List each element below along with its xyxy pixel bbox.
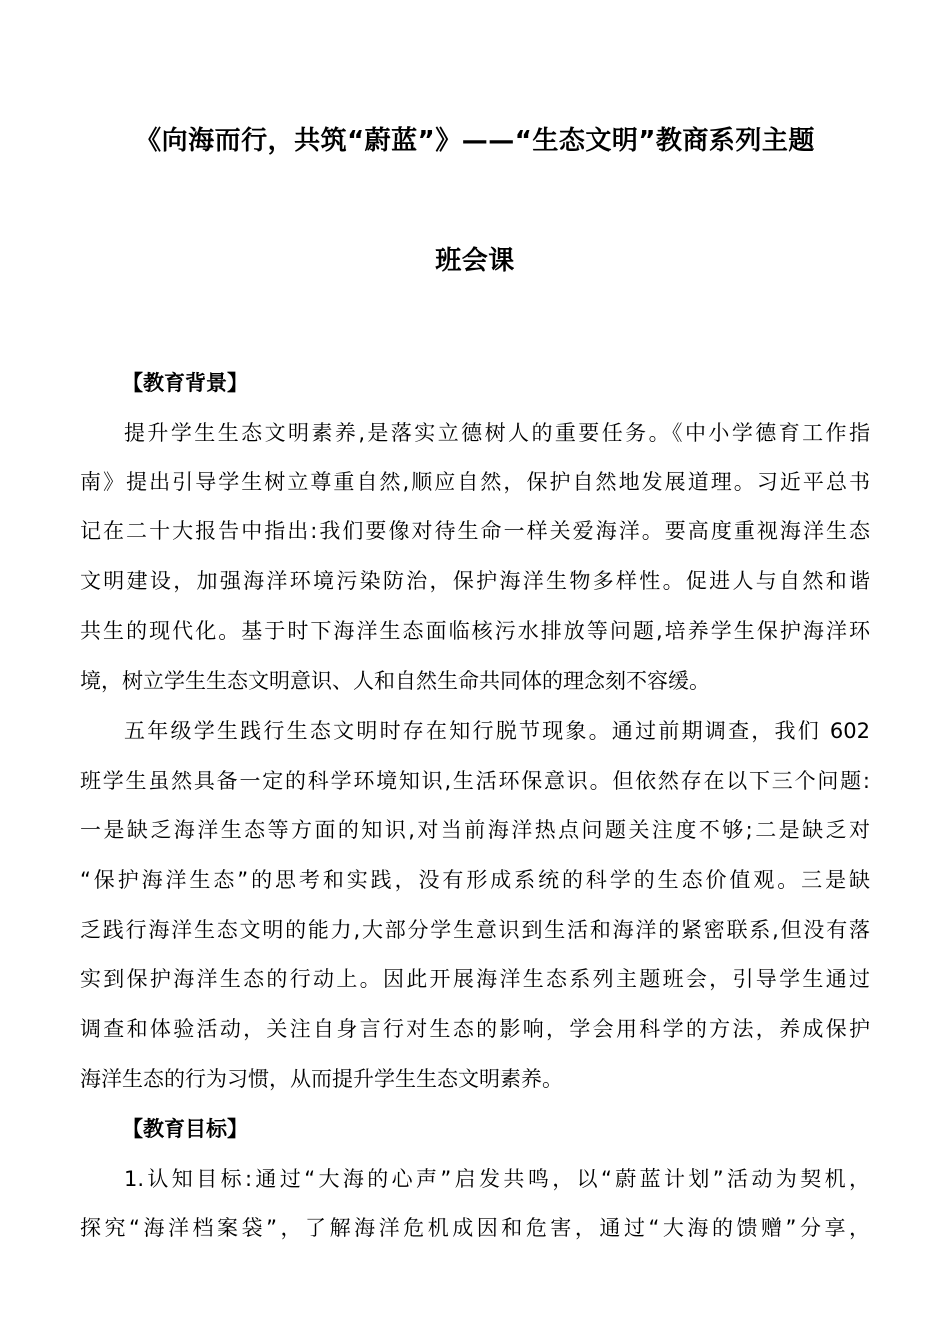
paragraph-line: 调查和体验活动，关注自身言行对生态的影响，学会用科学的方法，养成保护	[80, 1017, 870, 1041]
paragraph-line: “保护海洋生态”的思考和实践，没有形成系统的科学的生态价值观。三是缺	[80, 868, 870, 892]
paragraph-line: 共生的现代化。基于时下海洋生态面临核污水排放等问题,培养学生保护海洋环	[80, 619, 870, 643]
section-heading-background: 【教育背景】	[122, 371, 248, 395]
paragraph-line: 海洋生态的行为习惯，从而提升学生生态文明素养。	[80, 1067, 563, 1091]
paragraph-line: 探究“海洋档案袋”，了解海洋危机成因和危害，通过“大海的馈赠”分享，	[80, 1216, 870, 1240]
paragraph-line: 乏践行海洋生态文明的能力,大部分学生意识到生活和海洋的紧密联系,但没有落	[80, 918, 870, 942]
paragraph-line: 班学生虽然具备一定的科学环境知识,生活环保意识。但依然存在以下三个问题:	[80, 769, 870, 793]
paragraph-line: 实到保护海洋生态的行动上。因此开展海洋生态系列主题班会，引导学生通过	[80, 967, 870, 991]
paragraph-line: 五年级学生践行生态文明时存在知行脱节现象。通过前期调查，我们 602	[124, 719, 870, 743]
section-heading-objectives: 【教育目标】	[122, 1117, 248, 1141]
paragraph-line: 记在二十大报告中指出:我们要像对待生命一样关爱海洋。要高度重视海洋生态	[80, 519, 870, 543]
document-title-line-1: 《向海而行，共筑“蔚蓝”》——“生态文明”教商系列主题	[135, 126, 815, 156]
paragraph-line: 文明建设，加强海洋环境污染防治，保护海洋生物多样性。促进人与自然和谐	[80, 569, 870, 593]
paragraph-line: 一是缺乏海洋生态等方面的知识,对当前海洋热点问题关注度不够;二是缺乏对	[80, 818, 870, 842]
paragraph-line: 提升学生生态文明素养,是落实立德树人的重要任务。《中小学德育工作指	[124, 421, 870, 445]
paragraph-line: 1.认知目标:通过“大海的心声”启发共鸣，以“蔚蓝计划”活动为契机，	[124, 1167, 870, 1191]
paragraph-line: 境，树立学生生态文明意识、人和自然生命共同体的理念刻不容缓。	[80, 669, 710, 693]
document-title-line-2: 班会课	[435, 246, 515, 276]
paragraph-line: 南》提出引导学生树立尊重自然,顺应自然，保护自然地发展道理。习近平总书	[80, 470, 870, 494]
